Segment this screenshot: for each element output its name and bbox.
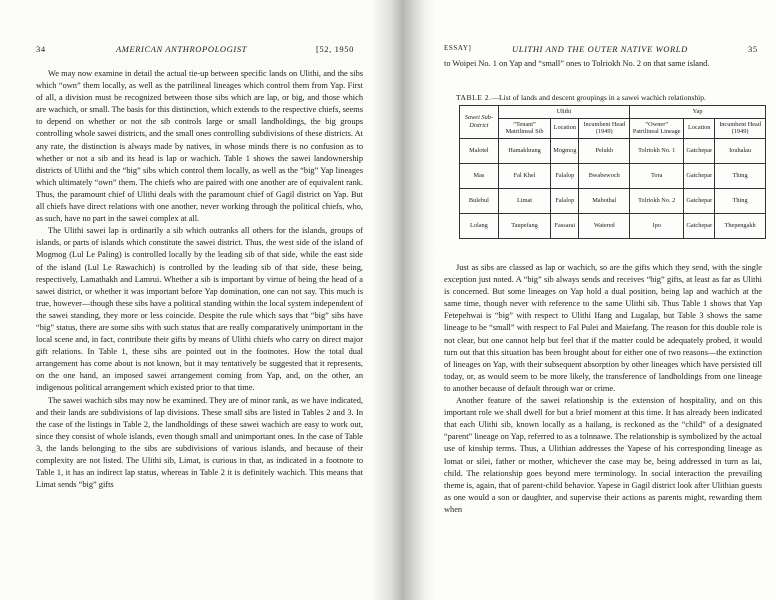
paragraph: The Ulithi sawei lap is ordinarily a sib which outranks all others for the islands, groups of islands, or parts of islands which constitute the sawei district. Thus, the west side of the island of Mogmog (Lul Le Paling) is controlled locally by the leading sib of that side, while the east side of the island (Lul Le Rawachich) is controlled by the leading sib of that side, these being, respectively, Lamathakh and Lamrui. Whether a sib is important by virtue of being the head of a sawei district, or whether it was important before Yap domination, one can not say. This much is true, however—though these sibs have a political standing within the local system independent of the sawei standing, they more or less coincide. Despite the rule which says that “big” sibs have “big” status, there are some sibs with such status that are really comparatively unimportant in the local scene and, in fact, contribute their gifts by means of Ulithi chiefs who carry on direct major gift relations. In Table 1, these sibs are pointed out in the footnotes. How the total dual arrangement has come about is not known, but it may tentatively be suggested that it represents, on the one hand, an imposed sawei arrangement coming from Yap, and, on the other, an indigenous political arrangement which existed prior to that time. (36, 226, 363, 393)
table-row (460, 163, 766, 188)
table-cell: Mogmog (551, 138, 579, 163)
table-group-row (460, 106, 766, 119)
header-cell: “Tenant” Matrilineal Sib (498, 118, 550, 138)
table-cell: Gatchepar (684, 138, 715, 163)
table-cell: Gatchepar (684, 213, 715, 238)
header-cell: Incumbent Head (1949) (715, 118, 766, 138)
table-cell: Bulebul (460, 188, 499, 213)
table-cell: Bwabewoch (579, 163, 630, 188)
left-running-head: AMERICAN ANTHROPOLOGIST (116, 44, 247, 54)
header-cell: Location (551, 118, 579, 138)
header-cell: Sawei Sub-District (460, 106, 499, 139)
table-cell: Fassarai (551, 213, 579, 238)
table-cell: Falalop (551, 163, 579, 188)
left-page-number: 34 (36, 44, 46, 54)
table-header-row (460, 118, 766, 138)
table-cell: Tolriokh No. 1 (630, 138, 684, 163)
paragraph: The sawei wachich sibs may now be examined. They are of minor rank, as we have indicated, and their lands are subdivisions of lap divisions. These small sibs are listed in Tables 2 and 3. In the case of the listings in Table 2, the landholdings of these sawei wachich are easy to work out, since they consist of whole islands, even though small and unimportant ones. In the case of Table 3, the lands belonging to the sibs are subdivisions of various islands, and because of their complexity are not listed. The Ulithi sib, Limat, is curious in that, as indicated in a footnote to Table 1, it has an indirect lap status, whereas in Table 2 it is definitely wachich. This means that Limat sends “big” gifts (36, 395, 363, 490)
table-cell: Gatchepar (684, 188, 715, 213)
left-volume: [52, 1950 (316, 44, 354, 54)
table-row (460, 213, 766, 238)
paragraph: Just as sibs are classed as lap or wachich, so are the gifts which they send, with the single exception just noted. A “big” sib always sends and receives “big” gifts, at least as far as Ulithi is concerned. But some lineages on Yap hold a dual position, being lap and wachich at the same time, though never with reference to the same Ulithi sib. Thus Table 1 shows that Yap Fetepehwai is “big” with respect to Ulithi Ifang and Lugalap, but Table 3 shows the same lineage to be “small” with respect to Fal Pulei and Maiefang. The reason for this double role is not clear, but one cannot help but feel that if the matter could be adequately probed, it would turn out that this situation has been brought about for either one of two reasons—the extinction of lineages on Yap, with their subsequent absorption by other lineages which have persisted till today, or, as would seem to be more likely, the transference of landholdings from one lineage to another because of default through war or crime. (444, 263, 762, 393)
table-caption (456, 93, 766, 102)
group-header-ulithi: Ulithi (498, 106, 629, 119)
table-cell: Taupefang (498, 213, 550, 238)
right-running-head: ULITHI AND THE OUTER NATIVE WORLD (512, 44, 688, 54)
table-cell: Lolang (460, 213, 499, 238)
left-body (36, 68, 363, 491)
continuation-text: to Woipei No. 1 on Yap and “small” ones to Tolriokh No. 2 on that same island. (444, 59, 710, 68)
header-cell: Incumbent Head (1949) (579, 118, 630, 138)
group-header-yap: Yap (630, 106, 766, 119)
table-cell: Tora (630, 163, 684, 188)
right-page-number: 35 (748, 44, 758, 54)
paragraph: Another feature of the sawei relationship is the extension of hospitality, and on this important role we shall dwell for but a brief moment at this time. It has already been indicated that each Ulithi sib, known locally as a hailang, is reckoned as the “child” of a designated “parent” lineage on Yap, referred to as a tolnnawe. The relationship is symbolized by the actual use of kinship terms. Thus, a Ulithian addresses the Yapese of his corresponding lineage as lomat or silei, father or mother, whichever the case may be, being addressed in turn as lai, child. The relationship goes beyond mere terminology. In social interaction the prevailing theme is, again, that of parent-child behavior. Yapese in Gagil district look after Ulithian guests as one would a son or daughter, and supervise their actions as parents might, rewarding them when (444, 396, 762, 514)
table-cell: Tolriokh No. 2 (630, 188, 684, 213)
table-cell: Watered (579, 213, 630, 238)
table-row (460, 188, 766, 213)
right-section-tag: ESSAY] (444, 44, 472, 52)
table-cell: Gatchepar (684, 163, 715, 188)
right-body (444, 262, 762, 516)
table-cell: Pelukh (579, 138, 630, 163)
table-cell: Thing (715, 188, 766, 213)
table-cell: Thing (715, 163, 766, 188)
table-cell: Hamakhrang (498, 138, 550, 163)
table-cell: Falalop (551, 188, 579, 213)
table-cell: Limat (498, 188, 550, 213)
paragraph: We may now examine in detail the actual tie-up between specific lands on Ulithi, and the sibs which “own” them locally, as well as the patrilineal lineages which control them from Yap. First of all, a division must be recognized between those sibs which are lap, or big, and those which are wachich, or small. The basis for this distinction, which extends to the respective chiefs, seems to depend on whether or not the sib controls large or small landholdings, the big groups controlling whole sawei districts, and the small ones controlling subdivisions of these districts. At any rate, the distinction is always made by natives, in whose minds there is no confusion as to whether or not a sib and its head is lap or wachich. Table 1 shows the sawei landownership districts of Ulithi and the “big” sibs which control them locally, as well as the “big” Yap lineages which ultimately “own” them. The chiefs who are paired with one another are of equivalent rank. Thus, the paramount chief of Ulithi deals with the paramount chief of Gagil district on Yap. But all chiefs have direct relations with one another, never working through the political chiefs, who, as such, have no part in the sawei complex at all. (36, 69, 363, 224)
table-cell: Iouhalau (715, 138, 766, 163)
table-cell: Mabothal (579, 188, 630, 213)
header-cell: “Owner” Patrilineal Lineage (630, 118, 684, 138)
table-cell: Malotel (460, 138, 499, 163)
table-cell: Ipo (630, 213, 684, 238)
table-cell: Fal Khel (498, 163, 550, 188)
table-row (460, 138, 766, 163)
table-cell: Thepengakh (715, 213, 766, 238)
table-2 (459, 105, 766, 239)
table-caption-label: TABLE 2. (456, 93, 492, 102)
book-spine-shadow (372, 0, 436, 600)
table-cell: Mas (460, 163, 499, 188)
header-cell: Location (684, 118, 715, 138)
table-caption-text: —List of lands and descent groupings in a sawei wachich relationship. (491, 93, 706, 102)
